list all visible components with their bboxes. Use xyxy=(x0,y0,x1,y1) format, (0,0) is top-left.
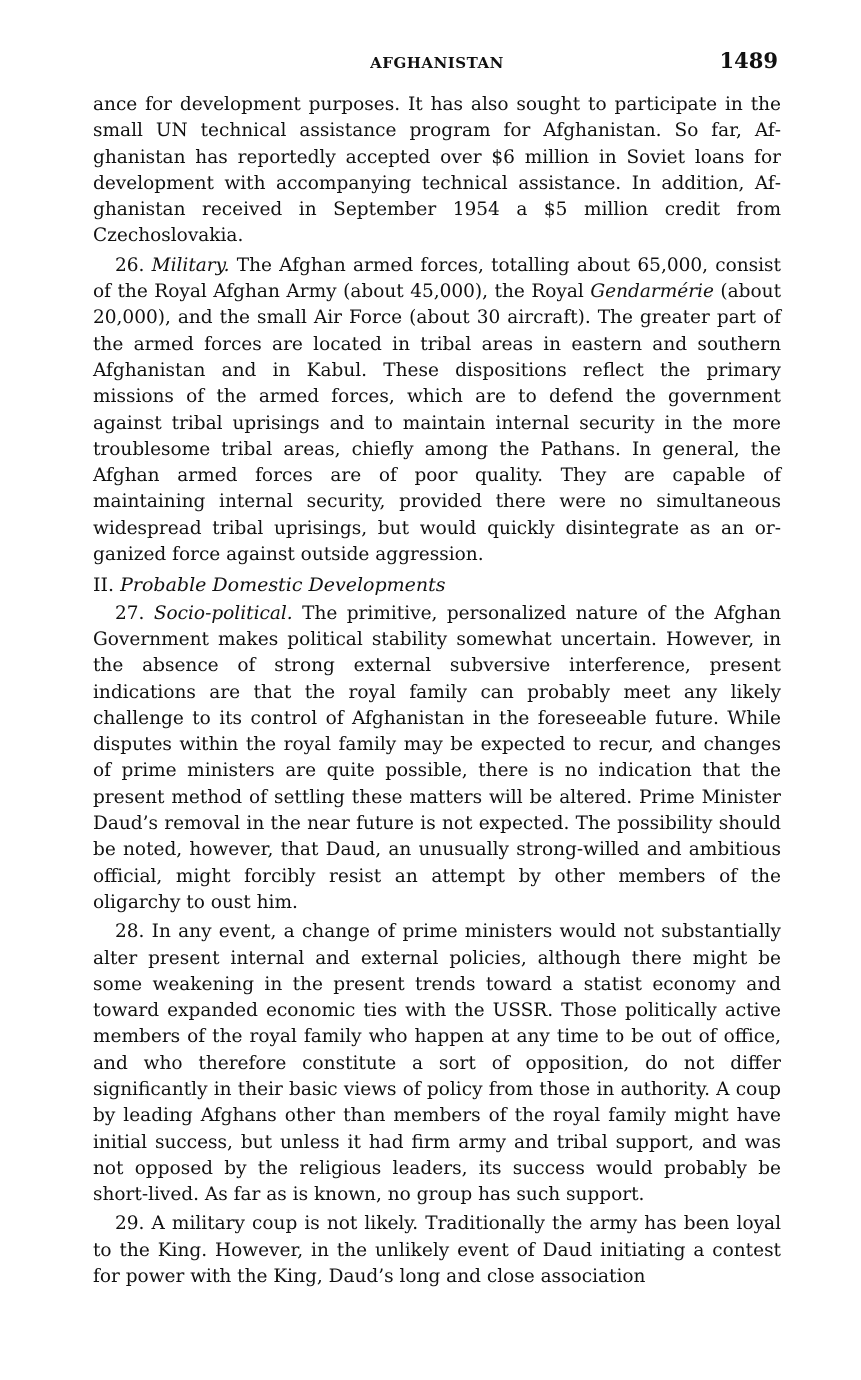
paragraph-continued: ance for development purposes. It has also sought to participate in the small UN technical assistance program for Afghanistan. So far, Afghanistan has reportedly accepted over $6 million in Soviet loans for development with accompanying technical assistance. In addition, Afghanistan received in September 1954 a $5 million credit from Czechoslovakia. xyxy=(93,94,781,247)
paragraph-26-number: 26. xyxy=(115,254,145,276)
page-number: 1489 xyxy=(719,48,778,73)
paragraph-26-title: Military. xyxy=(151,254,230,276)
paragraph-27-title: Socio-political. xyxy=(153,602,293,624)
paragraph-26-text-b: (about 20,000), and the small Air Force (about 30 aircraft). The greater part of the armed forces are located in tribal areas in eastern and southern Afghanistan and in Kabul. These dispositions reflect the primary missions of the armed forces, which are to defend the government against tribal uprisings and to maintain internal security in the more troublesome tribal areas, chiefly among the Pathans. In general, the Afghan armed forces are of poor quality. They are capable of maintaining internal security, provided there were no simultaneous widespread tribal uprisings, but would quickly disintegrate as an organized force against outside aggression. xyxy=(93,281,781,566)
paragraph-26 xyxy=(93,253,781,569)
section-number: II. xyxy=(93,574,115,597)
paragraph-26-text-a: The Afghan armed forces, totalling about 65,000, consist of the Royal Afghan Army (about 45,000), the Royal xyxy=(93,254,781,303)
body-text xyxy=(93,92,781,1293)
page-header xyxy=(92,48,782,78)
paragraph-28: 28. In any event, a change of prime ministers would not substantially alter present internal and external policies, although there might be some weakening in the present trends toward a statist economy and toward expanded economic ties with the USSR. Those politically active members of the royal family who happen at any time to be out of office, and who therefore constitute a sort of opposition, do not differ significantly in their basic views of policy from those in authority. A coup by leading Afghans other than members of the royal family might have initial success, but unless it had firm army and tribal support, and was not opposed by the religious leaders, its success would probably be short-lived. As far as is known, no group has such support. xyxy=(93,921,781,1206)
paragraph-29: 29. A military coup is not likely. Traditionally the army has been loyal to the King. However, in the unlikely event of Daud initiating a contest for power with the King, Daud’s long and close association xyxy=(93,1213,781,1288)
section-heading xyxy=(93,572,781,598)
running-head: AFGHANISTAN xyxy=(370,54,504,72)
paragraph-27-number: 27. xyxy=(115,602,145,624)
paragraph-27-text: The primitive, personalized nature of the Afghan Government makes political stability somewhat uncertain. However, in the absence of strong external subversive interference, present indications are that the royal family can probably meet any likely challenge to its control of Afghanistan in the foreseeable future. While disputes within the royal family may be expected to recur, and changes of prime ministers are quite possible, there is no indication that the present method of settling these matters will be altered. Prime Minister Daud’s removal in the near future is not expected. The possibility should be noted, however, that Daud, an unusually strong-willed and ambitious official, might forcibly resist an attempt by other members of the oligarchy to oust him. xyxy=(93,602,781,913)
paragraph-27 xyxy=(93,601,781,917)
section-title: Probable Domestic Developments xyxy=(120,574,446,597)
gendarmerie-term: Gendarmérie xyxy=(590,281,714,303)
